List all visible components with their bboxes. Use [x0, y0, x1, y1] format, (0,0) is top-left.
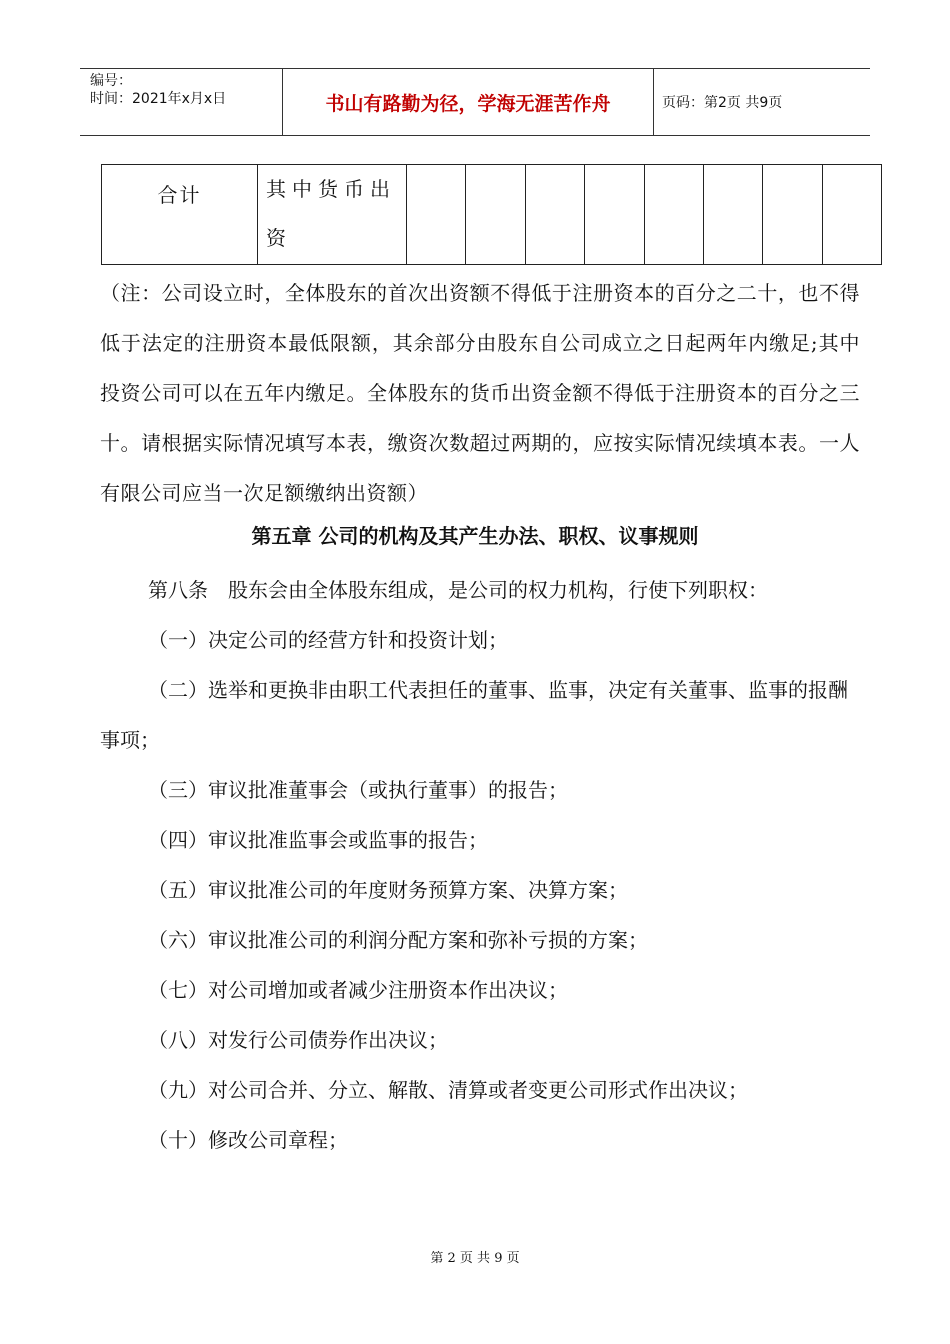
table-row — [102, 165, 882, 265]
list-item: （八）对发行公司债券作出决议； — [148, 1028, 448, 1052]
table-cell — [763, 165, 822, 265]
table-cell — [703, 165, 762, 265]
header-motto: 书山有路勤为径，学海无涯苦作舟 — [325, 92, 611, 115]
page-footer: 第 2 页 共 9 页 — [430, 1251, 520, 1266]
capital-table — [101, 164, 882, 265]
table-cell — [407, 165, 466, 265]
currency-subtotal-label-cell: 其中货币出资 — [258, 165, 407, 265]
list-item: （二）选举和更换非由职工代表担任的董事、监事，决定有关董事、监事的报酬事项； — [100, 678, 848, 752]
list-item: （三）审议批准董事会（或执行董事）的报告； — [148, 778, 568, 802]
total-label-cell: 合计 — [102, 165, 258, 265]
list-item: （十）修改公司章程； — [148, 1128, 348, 1152]
number-label: 编号： — [90, 73, 132, 89]
article-8: 第八条 股东会由全体股东组成，是公司的权力机构，行使下列职权： — [148, 578, 768, 602]
header-motto-cell — [282, 69, 654, 135]
table-cell — [644, 165, 703, 265]
time-label: 时间：2021年x月x日 — [90, 91, 227, 107]
list-item: （一）决定公司的经营方针和投资计划； — [148, 628, 508, 652]
table-cell — [525, 165, 584, 265]
page-header — [80, 68, 870, 136]
table-note: （注：公司设立时，全体股东的首次出资额不得低于注册资本的百分之二十，也不得低于法定的注册资本最低限额，其余部分由股东自公司成立之日起两年内缴足;其中投资公司可以在五年内缴足。全体股东的货币出资金额不得低于注册资本的百分之三十。请根据实际情况填写本表，缴资次数超过两期的，应按实际情况续填本表。一人有限公司应当一次足额缴纳出资额） — [100, 281, 860, 505]
header-meta — [80, 69, 282, 135]
list-item: （七）对公司增加或者减少注册资本作出决议； — [148, 978, 568, 1002]
table-cell — [822, 165, 881, 265]
list-item: （五）审议批准公司的年度财务预算方案、决算方案； — [148, 878, 628, 902]
table-cell — [466, 165, 525, 265]
list-item: （六）审议批准公司的利润分配方案和弥补亏损的方案； — [148, 928, 648, 952]
table-cell — [585, 165, 644, 265]
chapter-title: 第五章 公司的机构及其产生办法、职权、议事规则 — [251, 524, 699, 548]
list-item: （四）审议批准监事会或监事的报告； — [148, 828, 488, 852]
list-item: （九）对公司合并、分立、解散、清算或者变更公司形式作出决议； — [148, 1078, 748, 1102]
header-page-info: 页码：第2页 共9页 — [662, 95, 783, 111]
